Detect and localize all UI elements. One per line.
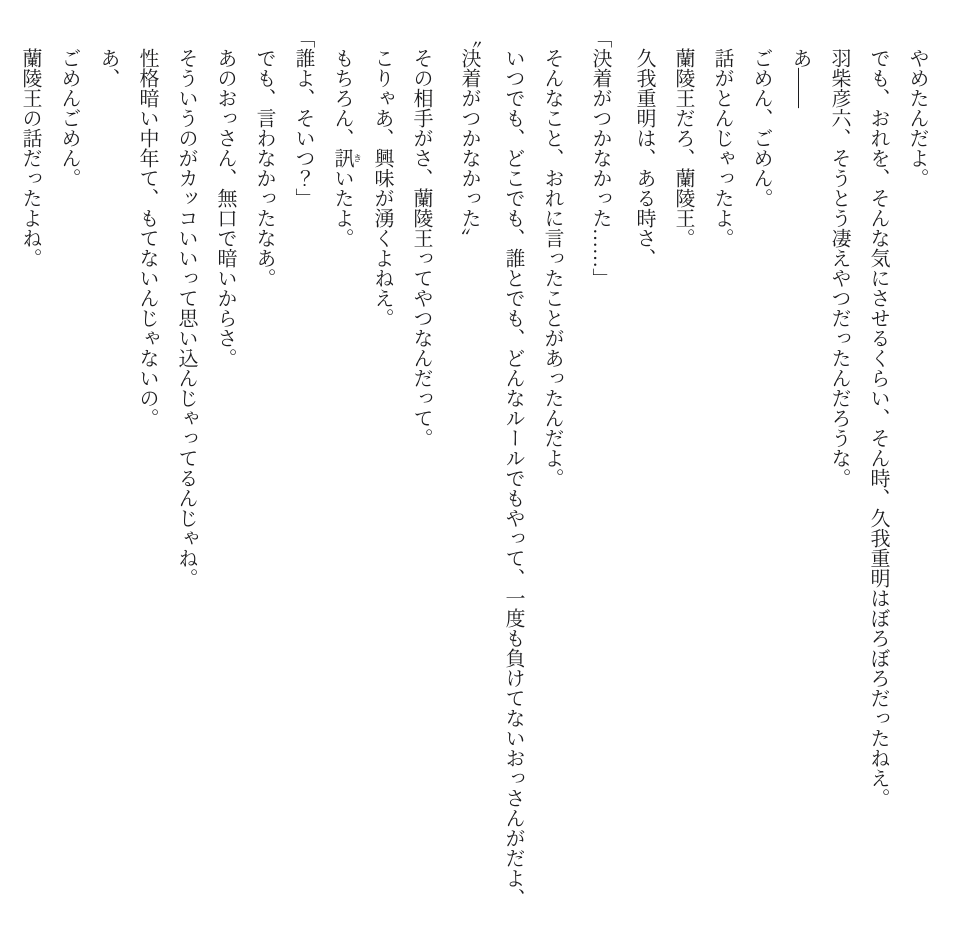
paragraph-06: 話がとんじゃったよ。 (711, 48, 733, 248)
paragraph-19: そういうのがカッコいいって思い込んじゃってるんじゃね。 (175, 48, 197, 588)
ruby-base: 訊 (331, 148, 353, 168)
paragraph-01: やめたんだよ。 (906, 48, 928, 188)
vertical-text-block (20, 28, 936, 920)
paragraph-11: いつでも、どこでも、誰とでも、どんなルールでもやって、一度も負けてないおっさんがだよ、 (502, 48, 524, 908)
paragraph-04: あ―― (789, 48, 811, 108)
paragraph-15-after: いたよ。 (331, 168, 353, 248)
paragraph-23: 蘭陵王の話だったよね。 (19, 48, 41, 268)
paragraph-07: 蘭陵王だろ、蘭陵王。 (672, 48, 694, 248)
paragraph-03: 羽柴彦六、そうとう凄えやつだったんだろうな。 (828, 48, 850, 488)
paragraph-09-quoted-line: 「決着がつかなかった……」 (589, 28, 611, 288)
paragraph-08: 久我重明は、ある時さ、 (633, 48, 655, 268)
paragraph-22: ごめんごめん。 (58, 48, 80, 188)
paragraph-05: ごめん、ごめん。 (750, 48, 772, 208)
paragraph-12-quoted-line: 〝決着がつかなかった〟 (458, 28, 480, 248)
paragraph-14: こりゃあ、興味が湧くよねえ。 (371, 48, 393, 328)
ruby-annotation (331, 148, 362, 168)
paragraph-18: あのおっさん、無口で暗いからさ。 (214, 48, 236, 368)
paragraph-10: そんなこと、おれに言ったことがあったんだよ。 (541, 48, 563, 488)
paragraph-15 (322, 28, 362, 920)
ruby-furigana: き (352, 148, 362, 168)
paragraph-20: 性格暗い中年て、もてないんじゃないの。 (136, 48, 158, 428)
paragraph-17: でも、言わなかったなあ。 (253, 48, 275, 288)
paragraph-21: あ、 (97, 48, 119, 88)
paragraph-16-dialogue-line: 「誰よ、そいつ？」 (292, 28, 314, 208)
paragraph-02: でも、おれを、そんな気にさせるくらい、そん時、久我重明はぼろぼろだったねえ。 (867, 48, 889, 808)
paragraph-15-before: もちろん、 (331, 48, 353, 148)
paragraph-13: その相手がさ、蘭陵王ってやつなんだって。 (410, 48, 432, 448)
